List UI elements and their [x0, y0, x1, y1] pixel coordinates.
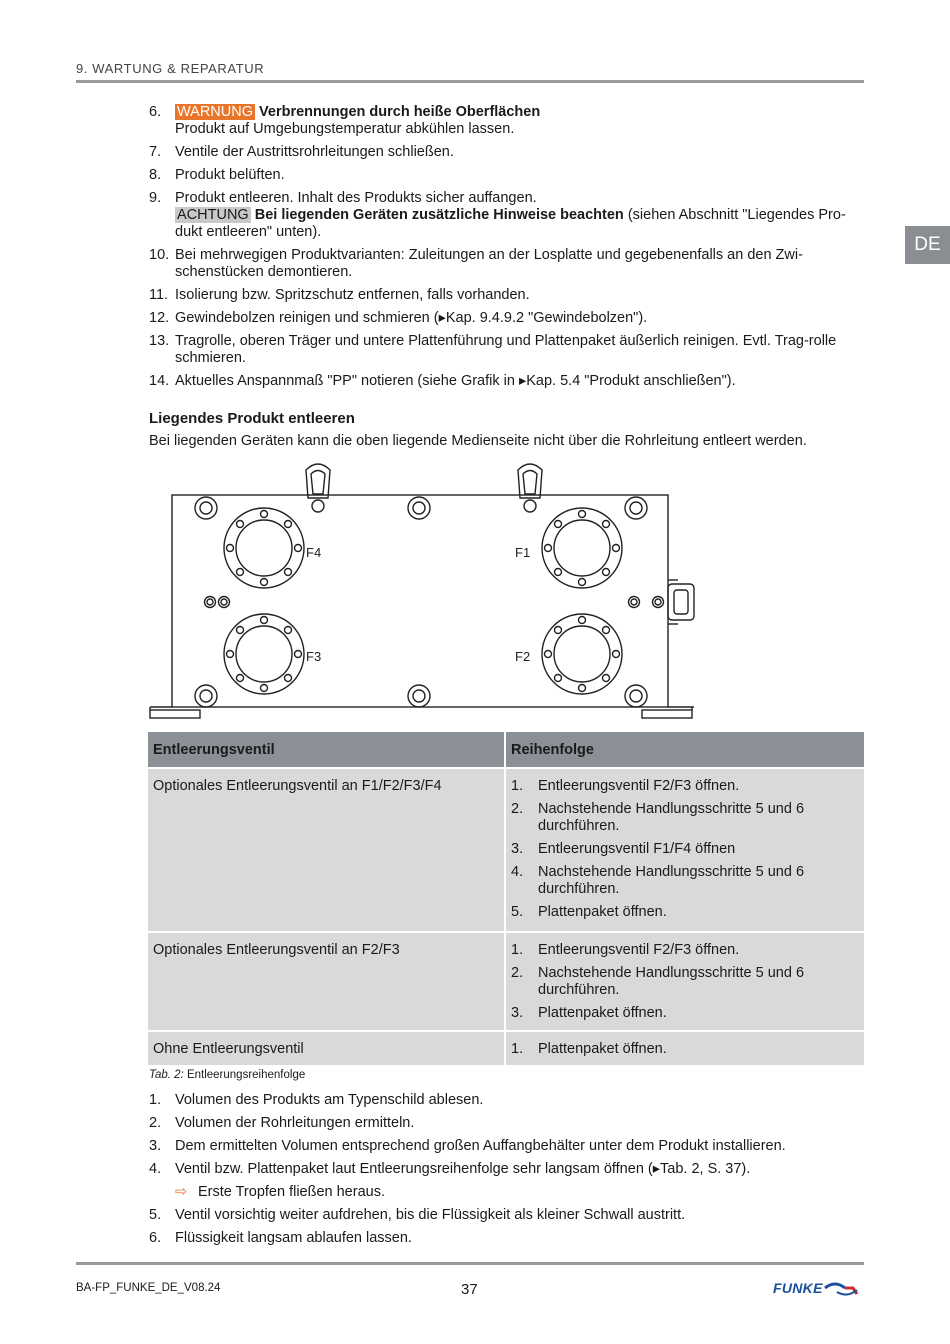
- column-header: Reihenfolge: [504, 732, 864, 767]
- guide-bolts-left: [205, 597, 230, 608]
- list-item: 7. Ventile der Austrittsrohrleitungen schließen.: [149, 144, 454, 160]
- list-item: 6. WARNUNG Verbrennungen durch heiße Oberflächen Produkt auf Umgebungstemperatur abkühlen lassen.: [149, 104, 541, 137]
- funke-logo: FUNKE: [773, 1278, 863, 1298]
- list-item: 1. Plattenpaket öffnen.: [511, 1041, 667, 1057]
- list-item: 6. Flüssigkeit langsam ablaufen lassen.: [149, 1230, 412, 1246]
- guide-bolts-right: [629, 597, 664, 608]
- list-item: 10. Bei mehrwegigen Produktvarianten: Zuleitungen an der Losplatte und gegebenenfalls an den Zwi-schenstücken demontieren.: [149, 247, 803, 280]
- xref-link[interactable]: Ventil bzw. Plattenpaket laut Entleerungsreihenfolge sehr langsam öffnen (▸Tab. 2, S. 37).: [175, 1161, 751, 1177]
- list-item: 5. Plattenpaket öffnen.: [511, 904, 667, 920]
- list-item: 2. Nachstehende Handlungsschritte 5 und 6 durchführen.: [511, 965, 805, 998]
- list-item: 9. Produkt entleeren. Inhalt des Produkts sicher auffangen. ACHTUNG Bei liegenden Geräten zusätzliche Hinweise beachten (siehen Abschnitt "Liegendes Pro-dukt entleeren" unten).: [149, 190, 846, 240]
- list-item: 1. Entleerungsventil F2/F3 öffnen.: [511, 942, 740, 958]
- list-item: 3. Dem ermittelten Volumen entsprechend großen Auffangbehälter unter dem Produkt installieren.: [149, 1138, 786, 1154]
- corner-bolt: [625, 685, 647, 707]
- xref-link[interactable]: Aktuelles Anspannmaß "PP" notieren (siehe Grafik in ▸Kap. 5.4 "Produkt anschließen").: [175, 373, 736, 389]
- list-item: 4. Ventil bzw. Plattenpaket laut Entleerungsreihenfolge sehr langsam öffnen (▸Tab. 2, S. 37).: [149, 1161, 849, 1178]
- result-arrow-icon: ⇨: [175, 1184, 188, 1200]
- header-rule: [76, 80, 864, 83]
- column-header: Entleerungsventil: [148, 732, 504, 767]
- foot-right: [642, 710, 692, 718]
- result-item: ⇨ Erste Tropfen fließen heraus.: [175, 1184, 385, 1200]
- port-flange-f3: [224, 614, 304, 694]
- table-row: Optionales Entleerungsventil an F2/F3 1. Entleerungsventil F2/F3 öffnen. 2. Nachstehende Handlungsschritte 5 und 6 durchführen. 3. Plattenpaket öffnen.: [148, 931, 864, 1030]
- list-item: 2. Volumen der Rohrleitungen ermitteln.: [149, 1115, 415, 1131]
- page-number: 37: [461, 1281, 478, 1298]
- header-title: 9. WARTUNG & REPARATUR: [76, 61, 265, 76]
- steps-top: [149, 104, 849, 396]
- port-flange-f1: [542, 508, 622, 588]
- lifting-eye-left: [306, 464, 330, 512]
- list-item: 1. Entleerungsventil F2/F3 öffnen.: [511, 778, 740, 794]
- port-flange-f2: [542, 614, 622, 694]
- section-heading: Liegendes Produkt entleeren: [149, 410, 355, 427]
- corner-bolt: [195, 685, 217, 707]
- table-caption: Tab. 2: Entleerungsreihenfolge: [149, 1069, 306, 1081]
- lifting-eye-right: [518, 464, 542, 512]
- corner-bolt: [195, 497, 217, 519]
- foot-left: [150, 710, 200, 718]
- support-roller: [668, 580, 694, 624]
- list-item: 8. Produkt belüften.: [149, 167, 285, 183]
- port-label-f3: F3: [306, 649, 322, 664]
- list-item: 13. Tragrolle, oberen Träger und untere Plattenführung und Plattenpaket äußerlich reinigen. Evtl. Trag-rolle schmieren.: [149, 333, 837, 366]
- xref-link[interactable]: Gewindebolzen reinigen und schmieren (▸Kap. 9.4.9.2 "Gewindebolzen").: [175, 310, 648, 326]
- steps-bottom: [149, 1092, 849, 1253]
- table-row: Ohne Entleerungsventil 1. Plattenpaket öffnen.: [148, 1030, 864, 1065]
- list-item: 3. Plattenpaket öffnen.: [511, 1005, 667, 1021]
- funke-logo-icon: [823, 1278, 863, 1298]
- corner-bolt: [625, 497, 647, 519]
- plate-heat-exchanger-diagram: [148, 458, 696, 722]
- list-item: 11. Isolierung bzw. Spritzschutz entfernen, falls vorhanden.: [149, 287, 530, 303]
- corner-bolt: [408, 685, 430, 707]
- list-item: 4. Nachstehende Handlungsschritte 5 und 6 durchführen.: [511, 864, 805, 897]
- port-flange-f4: [224, 508, 304, 588]
- table-row: Optionales Entleerungsventil an F1/F2/F3/F4 1. Entleerungsventil F2/F3 öffnen. 2. Nachstehende Handlungsschritte 5 und 6 durchführen. 3. Entleerungsventil F1/F4 öffnen 4. Nachstehende Handlungsschritte 5 und 6 durchführen. 5. Plattenpaket öffnen.: [148, 767, 864, 931]
- list-item: 1. Volumen des Produkts am Typenschild ablesen.: [149, 1092, 484, 1108]
- port-label-f2: F2: [515, 649, 531, 664]
- list-item: 3. Entleerungsventil F1/F4 öffnen: [511, 841, 736, 857]
- notice-badge: ACHTUNG: [177, 207, 249, 223]
- drain-sequence-table: [148, 732, 864, 1065]
- port-label-f4: F4: [306, 545, 322, 560]
- port-label-f1: F1: [515, 545, 531, 560]
- list-item: 12. Gewindebolzen reinigen und schmieren (▸Kap. 9.4.9.2 "Gewindebolzen").: [149, 310, 849, 327]
- table-header-row: [148, 732, 864, 767]
- list-item: 5. Ventil vorsichtig weiter aufdrehen, bis die Flüssigkeit als kleiner Schwall austritt.: [149, 1207, 686, 1223]
- document-id: BA-FP_FUNKE_DE_V08.24: [76, 1282, 221, 1294]
- corner-bolt: [408, 497, 430, 519]
- warning-title: Verbrennungen durch heiße Oberflächen: [259, 104, 541, 120]
- footer-rule: [76, 1262, 864, 1265]
- section-intro: Bei liegenden Geräten kann die oben liegende Medienseite nicht über die Rohrleitung entleert werden.: [149, 433, 807, 449]
- list-item: 2. Nachstehende Handlungsschritte 5 und 6 durchführen.: [511, 801, 805, 834]
- list-item: 14. Aktuelles Anspannmaß "PP" notieren (siehe Grafik in ▸Kap. 5.4 "Produkt anschließen").: [149, 373, 849, 390]
- warning-badge: WARNUNG: [177, 104, 253, 120]
- language-tab[interactable]: DE: [905, 226, 950, 264]
